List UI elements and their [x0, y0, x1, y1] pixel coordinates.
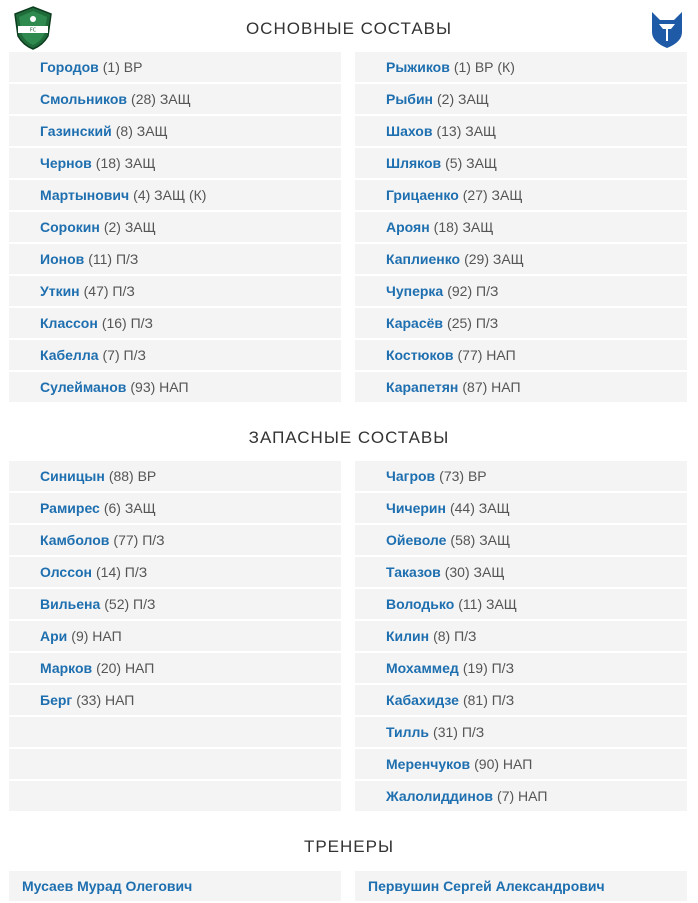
player-row	[355, 781, 687, 811]
player-info: (14) П/З	[96, 564, 148, 580]
player-info: (11) П/З	[88, 251, 139, 267]
player-name-link[interactable]: Ойеволе	[386, 532, 447, 548]
away-coach-list	[355, 871, 687, 903]
player-name-link[interactable]: Камболов	[40, 532, 110, 548]
player-name-link[interactable]: Олссон	[40, 564, 92, 580]
player-info: (30) ЗАЩ	[444, 564, 505, 580]
player-row	[355, 180, 687, 210]
player-row	[355, 116, 687, 146]
player-name-link[interactable]: Килин	[386, 628, 430, 644]
away-coach-name[interactable]: Первушин Сергей Александрович	[368, 878, 605, 894]
player-row	[9, 244, 341, 274]
player-info: (58) ЗАЩ	[450, 532, 511, 548]
player-name-link[interactable]: Мартынович	[40, 187, 130, 203]
subs-title: ЗАПАСНЫЕ СОСТАВЫ	[248, 428, 450, 447]
svg-text:FC: FC	[29, 27, 37, 34]
player-row	[9, 461, 341, 491]
player-name-link[interactable]: Ароян	[386, 219, 430, 235]
player-info: (18) ЗАЩ	[95, 155, 156, 171]
player-name-link[interactable]: Костюков	[386, 347, 454, 363]
player-row	[355, 717, 687, 747]
player-name-link[interactable]: Ионов	[40, 251, 85, 267]
player-info: (29) ЗАЩ	[464, 251, 524, 267]
player-info: (87) НАП	[462, 379, 521, 395]
player-name-link[interactable]: Берг	[40, 692, 73, 708]
player-row	[355, 372, 687, 402]
player-row	[9, 493, 341, 523]
player-info: (6) ЗАЩ	[103, 500, 156, 516]
player-info: (19) П/З	[462, 660, 515, 676]
player-name-link[interactable]: Мохаммед	[386, 660, 459, 676]
player-name-link[interactable]: Сорокин	[40, 219, 100, 235]
player-row	[355, 525, 687, 555]
player-info: (13) ЗАЩ	[436, 123, 497, 139]
player-name-link[interactable]: Карасёв	[386, 315, 444, 331]
player-info: (11) ЗАЩ	[458, 596, 517, 612]
player-name-link[interactable]: Таказов	[386, 564, 441, 580]
player-info: (81) П/З	[462, 692, 515, 708]
player-row	[9, 557, 341, 587]
player-row	[355, 244, 687, 274]
player-name-link[interactable]: Чуперка	[386, 283, 444, 299]
player-row	[9, 525, 341, 555]
player-row	[355, 685, 687, 715]
player-row	[355, 148, 687, 178]
player-name-link[interactable]: Жалолиддинов	[386, 788, 494, 804]
player-row	[355, 621, 687, 651]
player-info: (28) ЗАЩ	[131, 91, 191, 107]
player-row	[355, 340, 687, 370]
player-row	[9, 621, 341, 651]
player-row	[9, 717, 341, 747]
player-info: (5) ЗАЩ	[445, 155, 498, 171]
player-info: (20) НАП	[96, 660, 155, 676]
player-name-link[interactable]: Классон	[40, 315, 98, 331]
player-name-link[interactable]: Ари	[40, 628, 68, 644]
player-info: (93) НАП	[130, 379, 189, 395]
player-row	[9, 180, 341, 210]
player-row	[355, 461, 687, 491]
player-row	[9, 52, 341, 82]
player-info: (52) П/З	[104, 596, 156, 612]
player-info: (27) ЗАЩ	[462, 187, 523, 203]
away-subs-list	[355, 461, 687, 813]
coach-row	[9, 871, 341, 901]
player-name-link[interactable]: Рамирес	[40, 500, 100, 516]
player-row	[355, 493, 687, 523]
player-info: (31) П/З	[433, 724, 485, 740]
player-name-link[interactable]: Газинский	[40, 123, 112, 139]
player-info: (77) НАП	[457, 347, 516, 363]
player-info: (47) П/З	[83, 283, 135, 299]
player-row	[9, 685, 341, 715]
player-name-link[interactable]: Чагров	[386, 468, 436, 484]
player-info: (1) ВР	[102, 59, 143, 75]
player-row	[355, 308, 687, 338]
player-name-link[interactable]: Чернов	[40, 155, 92, 171]
player-row	[9, 84, 341, 114]
player-info: (77) П/З	[113, 532, 165, 548]
home-coach-name[interactable]: Мусаев Мурад Олегович	[22, 878, 193, 894]
player-name-link[interactable]: Грицаенко	[386, 187, 459, 203]
player-info: (73) ВР	[439, 468, 487, 484]
player-name-link[interactable]: Каплиенко	[386, 251, 461, 267]
player-info: (25) П/З	[447, 315, 499, 331]
player-name-link[interactable]: Рыжиков	[386, 59, 450, 75]
home-starters-list	[9, 52, 341, 404]
player-row	[355, 589, 687, 619]
player-name-link[interactable]: Синицын	[40, 468, 105, 484]
player-row	[9, 148, 341, 178]
home-coach-list	[9, 871, 341, 903]
player-row	[9, 781, 341, 811]
player-row	[9, 116, 341, 146]
player-info: (18) ЗАЩ	[433, 219, 494, 235]
player-row	[355, 84, 687, 114]
player-name-link[interactable]: Вильена	[40, 596, 101, 612]
player-row	[355, 52, 687, 82]
player-info: (2) ЗАЩ	[437, 91, 489, 107]
player-name-link[interactable]: Рыбин	[386, 91, 434, 107]
player-name-link[interactable]: Кабелла	[40, 347, 99, 363]
player-name-link[interactable]: Шахов	[386, 123, 433, 139]
player-info: (7) П/З	[102, 347, 146, 363]
player-name-link[interactable]: Карапетян	[386, 379, 459, 395]
player-info: (44) ЗАЩ	[449, 500, 510, 516]
player-info: (8) ЗАЩ	[115, 123, 168, 139]
player-row	[9, 749, 341, 779]
player-row	[355, 653, 687, 683]
player-info: (90) НАП	[474, 756, 533, 772]
player-name-link[interactable]: Чичерин	[386, 500, 446, 516]
player-name-link[interactable]: Сулейманов	[40, 379, 127, 395]
player-info: (4) ЗАЩ (К)	[133, 187, 207, 203]
player-name-link[interactable]: Марков	[40, 660, 93, 676]
player-row	[9, 308, 341, 338]
player-info: (1) ВР (К)	[453, 59, 515, 75]
player-name-link[interactable]: Городов	[40, 59, 99, 75]
player-name-link[interactable]: Уткин	[40, 283, 80, 299]
player-row	[9, 340, 341, 370]
player-name-link[interactable]: Кабахидзе	[386, 692, 459, 708]
player-info: (2) ЗАЩ	[103, 219, 156, 235]
away-starters-list	[355, 52, 687, 404]
player-info: (8) П/З	[433, 628, 477, 644]
player-row	[355, 212, 687, 242]
player-info: (9) НАП	[71, 628, 122, 644]
player-row	[355, 557, 687, 587]
player-info: (92) П/З	[447, 283, 499, 299]
player-row	[355, 276, 687, 306]
player-name-link[interactable]: Меренчуков	[386, 756, 471, 772]
home-subs-list	[9, 461, 341, 813]
player-info: (7) НАП	[497, 788, 548, 804]
player-row	[9, 653, 341, 683]
player-row	[9, 589, 341, 619]
player-row	[355, 749, 687, 779]
player-info: (88) ВР	[108, 468, 157, 484]
player-name-link[interactable]: Шляков	[386, 155, 442, 171]
lineups-title: ОСНОВНЫЕ СОСТАВЫ	[245, 19, 453, 38]
player-name-link[interactable]: Смольников	[40, 91, 128, 107]
player-name-link[interactable]: Володько	[386, 596, 455, 612]
coaches-title: ТРЕНЕРЫ	[303, 837, 395, 856]
player-info: (33) НАП	[76, 692, 135, 708]
player-row	[9, 372, 341, 402]
player-name-link[interactable]: Тилль	[386, 724, 430, 740]
player-info: (16) П/З	[101, 315, 154, 331]
player-row	[9, 276, 341, 306]
player-row	[9, 212, 341, 242]
coach-row	[355, 871, 687, 901]
